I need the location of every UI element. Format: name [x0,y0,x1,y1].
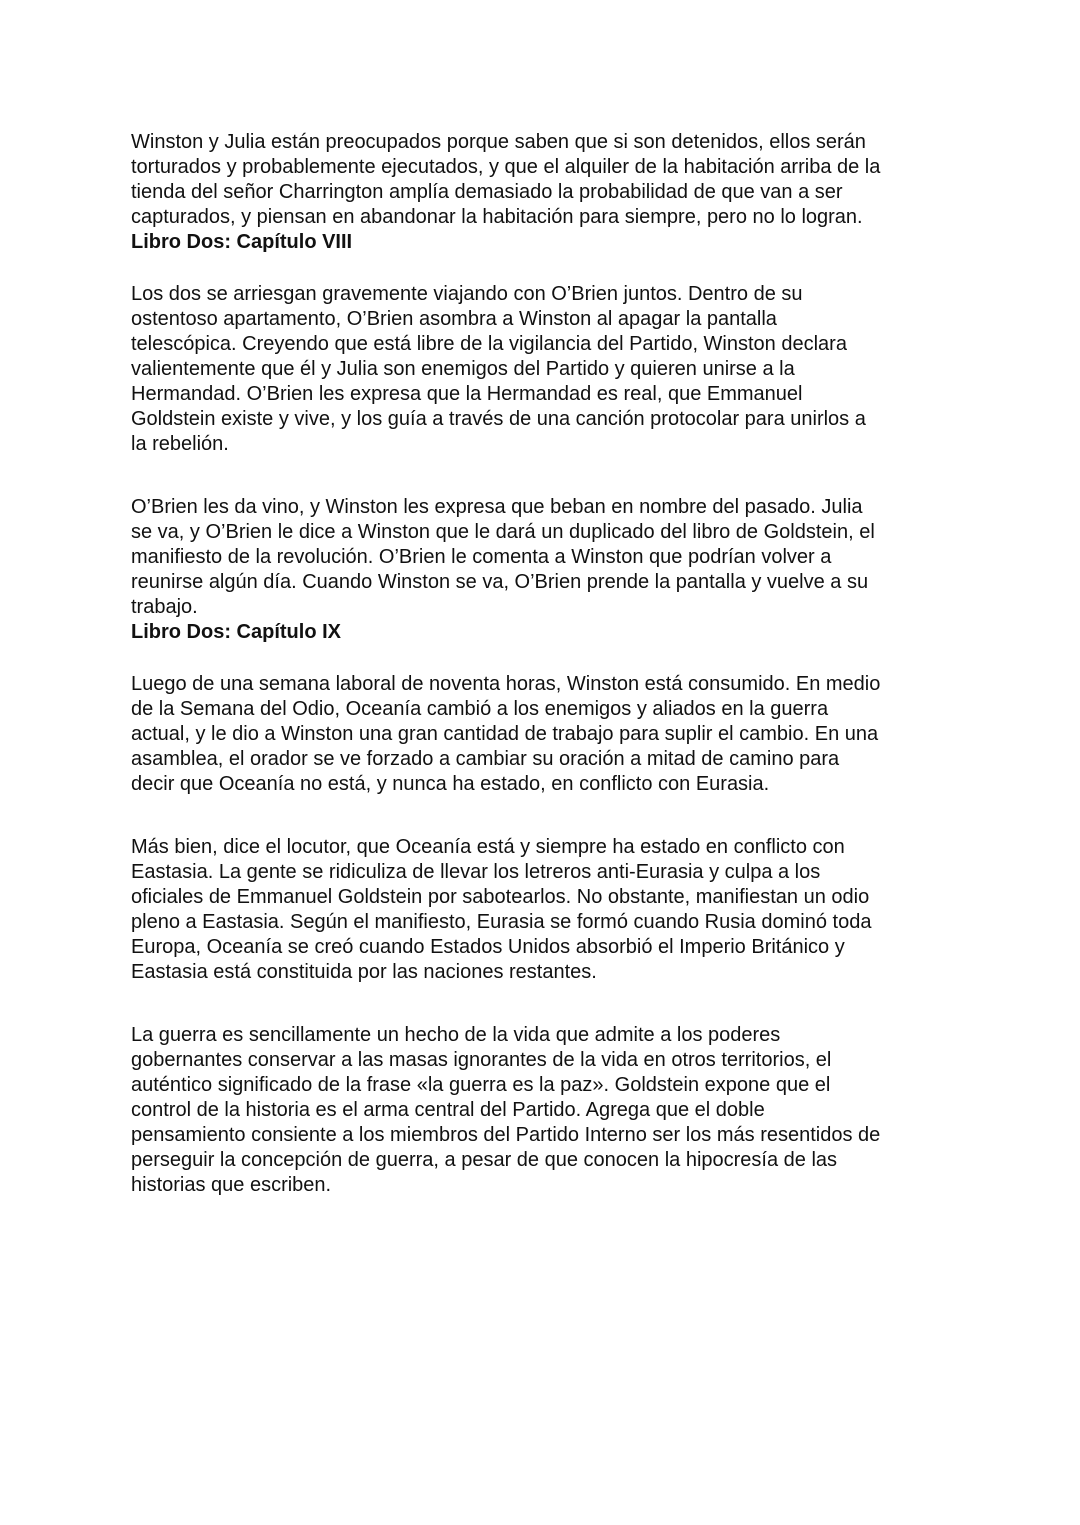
paragraph: Más bien, dice el locutor, que Oceanía está y siempre ha estado en conflicto con Eastasia. La gente se ridiculiza de llevar los letreros anti-Eurasia y culpa a los oficiales de Emmanuel Goldstein por sabotearlos. No obstante, manifiestan un odio pleno a Eastasia. Según el manifiesto, Eurasia se formó cuando Rusia dominó toda Europa, Oceanía se creó cuando Estados Unidos absorbió el Imperio Británico y Eastasia está constituida por las naciones restantes. [131,836,872,983]
paragraph: Los dos se arriesgan gravemente viajando con O’Brien juntos. Dentro de su ostentoso apartamento, O’Brien asombra a Winston al apagar la pantalla telescópica. Creyendo que está libre de la vigilancia del Partido, Winston declara valientemente que él y Julia son enemigos del Partido y quieren unirse a la Hermandad. O’Brien les expresa que la Hermandad es real, que Emmanuel Goldstein existe y vive, y los guía a través de una canción protocolar para unirlos a la rebelión. [131,283,866,455]
paragraph: Luego de una semana laboral de noventa horas, Winston está consumido. En medio de la Semana del Odio, Oceanía cambió a los enemigos y aliados en la guerra actual, y le dio a Winston una gran cantidad de trabajo para suplir el cambio. En una asamblea, el orador se ve forzado a cambiar su oración a mitad de camino para decir que Oceanía no está, y nunca ha estado, en conflicto con Eurasia. [131,673,881,795]
section-heading: Libro Dos: Capítulo VIII [131,231,353,253]
paragraph: O’Brien les da vino, y Winston les expresa que beban en nombre del pasado. Julia se va, y O’Brien le dice a Winston que le dará un duplicado del libro de Goldstein, el manifiesto de la revolución. O’Brien le comenta a Winston que podrían volver a reunirse algún día. Cuando Winston se va, O’Brien prende la pantalla y vuelve a su trabajo. [131,496,875,618]
paragraph: Winston y Julia están preocupados porque saben que si son detenidos, ellos serán torturados y probablemente ejecutados, y que el alquiler de la habitación arriba de la tienda del señor Charrington amplía demasiado la probabilidad de que van a ser capturados, y piensan en abandonar la habitación para siempre, pero no lo logran. [131,131,881,228]
section-heading: Libro Dos: Capítulo IX [131,621,341,643]
paragraph: La guerra es sencillamente un hecho de la vida que admite a los poderes gobernantes conservar a las masas ignorantes de la vida en otros territorios, el auténtico significado de la frase «la guerra es la paz». Goldstein expone que el control de la historia es el arma central del Partido. Agrega que el doble pensamiento consiente a los miembros del Partido Interno ser los más resentidos de perseguir la concepción de guerra, a pesar de que conocen la hipocresía de las historias que escriben. [131,1024,881,1196]
document-page [131,130,961,1198]
